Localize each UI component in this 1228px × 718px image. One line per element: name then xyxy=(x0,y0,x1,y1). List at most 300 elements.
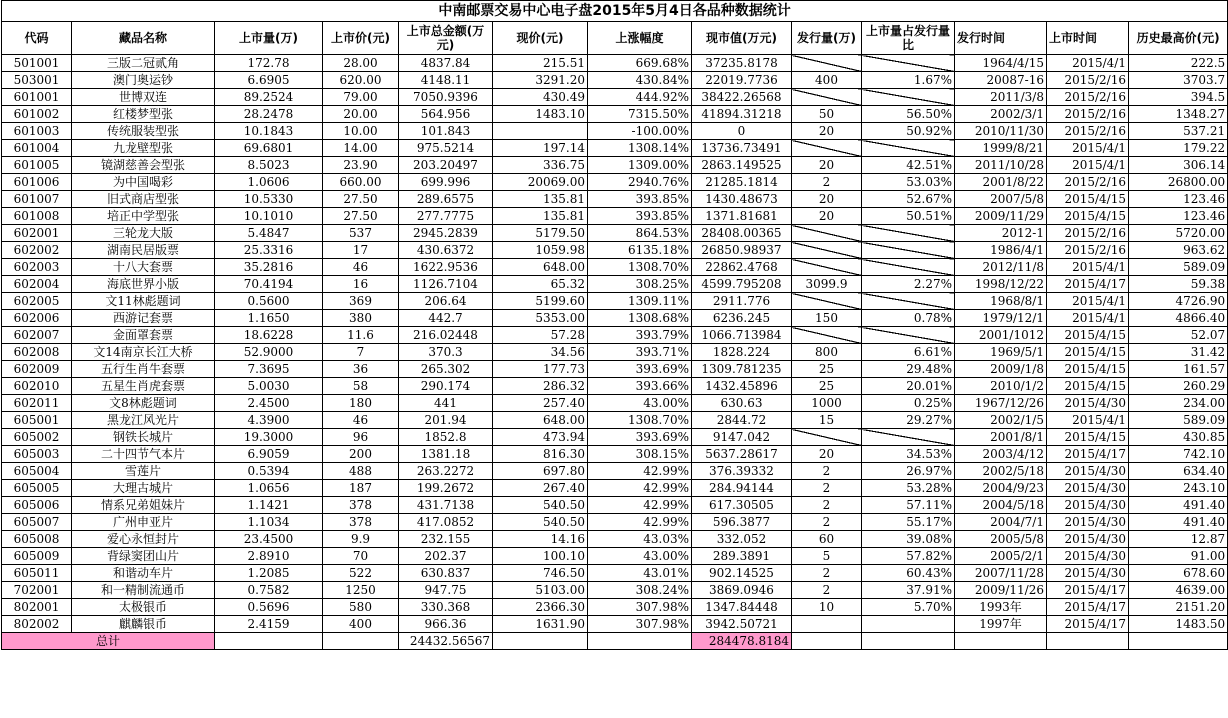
cell-ratio: 53.03% xyxy=(862,174,955,191)
cell-rise: 43.01% xyxy=(588,565,692,582)
cell-code: 602004 xyxy=(2,276,72,293)
cell-list-date: 2015/4/1 xyxy=(1047,310,1129,327)
cell-market-value: 332.052 xyxy=(692,531,792,548)
cell-listed-total: 4837.84 xyxy=(399,55,493,72)
cell-name: 麒麟银币 xyxy=(72,616,215,633)
cell-list-date: 2015/2/16 xyxy=(1047,225,1129,242)
cell-listed-price: 11.6 xyxy=(323,327,399,344)
cell-issue-date: 2007/11/28 xyxy=(955,565,1047,582)
cell-issue-qty: 60 xyxy=(792,531,862,548)
cell-listed-price: 580 xyxy=(323,599,399,616)
cell-code: 605006 xyxy=(2,497,72,514)
cell-issue-date: 1964/4/15 xyxy=(955,55,1047,72)
cell-high: 4866.40 xyxy=(1129,310,1228,327)
cell-code: 605004 xyxy=(2,463,72,480)
cell-market-value: 902.14525 xyxy=(692,565,792,582)
cell-high: 589.09 xyxy=(1129,412,1228,429)
table-row xyxy=(2,106,1228,123)
cell-issue-date: 2001/8/22 xyxy=(955,174,1047,191)
cell-current-price: 197.14 xyxy=(493,140,588,157)
col-header-rise: 上涨幅度 xyxy=(588,22,692,55)
cell-listed-qty: 5.4847 xyxy=(215,225,323,242)
cell-listed-price: 46 xyxy=(323,412,399,429)
cell-issue-qty xyxy=(792,293,862,310)
cell-ratio: 0.25% xyxy=(862,395,955,412)
cell-current-price: 5103.00 xyxy=(493,582,588,599)
cell-issue-qty: 50 xyxy=(792,106,862,123)
cell-rise: 308.15% xyxy=(588,446,692,463)
cell-listed-total: 216.02448 xyxy=(399,327,493,344)
cell-issue-date: 2007/5/8 xyxy=(955,191,1047,208)
total-row xyxy=(2,633,1228,650)
col-header-issue-date: 发行时间 xyxy=(955,22,1047,55)
cell-list-date: 2015/4/30 xyxy=(1047,497,1129,514)
cell-listed-price: 400 xyxy=(323,616,399,633)
cell-rise: 669.68% xyxy=(588,55,692,72)
cell-rise: 1308.68% xyxy=(588,310,692,327)
cell-current-price: 473.94 xyxy=(493,429,588,446)
cell-ratio: 50.51% xyxy=(862,208,955,225)
col-header-listed-qty: 上市量(万) xyxy=(215,22,323,55)
cell-code: 605007 xyxy=(2,514,72,531)
cell-issue-qty xyxy=(792,225,862,242)
cell-market-value: 5637.28617 xyxy=(692,446,792,463)
cell-high: 161.57 xyxy=(1129,361,1228,378)
cell-issue-date: 1969/5/1 xyxy=(955,344,1047,361)
cell-high: 59.38 xyxy=(1129,276,1228,293)
cell-issue-date: 2009/11/26 xyxy=(955,582,1047,599)
cell-issue-date: 2002/3/1 xyxy=(955,106,1047,123)
cell-code: 503001 xyxy=(2,72,72,89)
cell-high: 12.87 xyxy=(1129,531,1228,548)
cell-listed-qty: 18.6228 xyxy=(215,327,323,344)
cell-current-price: 697.80 xyxy=(493,463,588,480)
cell-market-value: 1430.48673 xyxy=(692,191,792,208)
cell-name: 西游记套票 xyxy=(72,310,215,327)
cell-listed-qty: 172.78 xyxy=(215,55,323,72)
cell-issue-date: 1968/8/1 xyxy=(955,293,1047,310)
cell-list-date: 2015/4/1 xyxy=(1047,412,1129,429)
cell-market-value: 2844.72 xyxy=(692,412,792,429)
cell-high: 123.46 xyxy=(1129,208,1228,225)
cell-issue-qty: 2 xyxy=(792,174,862,191)
cell-name: 海底世界小版 xyxy=(72,276,215,293)
cell-high: 1348.27 xyxy=(1129,106,1228,123)
cell-current-price: 5199.60 xyxy=(493,293,588,310)
table-row xyxy=(2,123,1228,140)
cell-list-date: 2015/4/15 xyxy=(1047,361,1129,378)
cell-list-date: 2015/4/1 xyxy=(1047,259,1129,276)
cell-listed-qty: 1.0606 xyxy=(215,174,323,191)
cell-list-date: 2015/4/30 xyxy=(1047,514,1129,531)
cell-market-value: 617.30505 xyxy=(692,497,792,514)
cell-listed-price: 380 xyxy=(323,310,399,327)
cell-ratio: 55.17% xyxy=(862,514,955,531)
cell-listed-price: 70 xyxy=(323,548,399,565)
table-row xyxy=(2,293,1228,310)
cell-name: 三轮龙大版 xyxy=(72,225,215,242)
cell-listed-total: 101.843 xyxy=(399,123,493,140)
cell-code: 702001 xyxy=(2,582,72,599)
cell-listed-price: 378 xyxy=(323,514,399,531)
cell-name: 雪莲片 xyxy=(72,463,215,480)
cell-rise: 1308.70% xyxy=(588,259,692,276)
cell-code: 605003 xyxy=(2,446,72,463)
cell-issue-qty: 20 xyxy=(792,191,862,208)
cell-listed-total: 202.37 xyxy=(399,548,493,565)
cell-issue-date: 2002/5/18 xyxy=(955,463,1047,480)
cell-high: 4639.00 xyxy=(1129,582,1228,599)
cell-list-date: 2015/2/16 xyxy=(1047,242,1129,259)
cell-high: 234.00 xyxy=(1129,395,1228,412)
cell-list-date: 2015/4/30 xyxy=(1047,395,1129,412)
cell-rise: 307.98% xyxy=(588,599,692,616)
cell-issue-date: 1993年 xyxy=(955,599,1047,616)
cell-listed-qty: 0.5696 xyxy=(215,599,323,616)
cell-name: 广州申亚片 xyxy=(72,514,215,531)
cell-listed-qty: 6.9059 xyxy=(215,446,323,463)
table-row xyxy=(2,378,1228,395)
cell-listed-qty: 2.4159 xyxy=(215,616,323,633)
cell-listed-qty: 4.3900 xyxy=(215,412,323,429)
cell-listed-total: 1126.7104 xyxy=(399,276,493,293)
cell-issue-date: 20087-16 xyxy=(955,72,1047,89)
cell-issue-date: 2012/11/8 xyxy=(955,259,1047,276)
cell-listed-total: 203.20497 xyxy=(399,157,493,174)
cell-issue-date: 1998/12/22 xyxy=(955,276,1047,293)
cell-listed-total: 1852.8 xyxy=(399,429,493,446)
table-row xyxy=(2,531,1228,548)
cell-market-value: 1066.713984 xyxy=(692,327,792,344)
cell-rise: 42.99% xyxy=(588,497,692,514)
cell-rise: 864.53% xyxy=(588,225,692,242)
cell-rise: 2940.76% xyxy=(588,174,692,191)
table-row xyxy=(2,412,1228,429)
cell-high: 306.14 xyxy=(1129,157,1228,174)
cell-listed-total: 277.7775 xyxy=(399,208,493,225)
cell-current-price: 5179.50 xyxy=(493,225,588,242)
cell-rise: 308.25% xyxy=(588,276,692,293)
cell-listed-total: 2945.2839 xyxy=(399,225,493,242)
col-header-high: 历史最高价(元) xyxy=(1129,22,1228,55)
cell-current-price: 286.32 xyxy=(493,378,588,395)
cell-issue-qty xyxy=(792,89,862,106)
cell-listed-price: 1250 xyxy=(323,582,399,599)
table-row xyxy=(2,191,1228,208)
cell-current-price: 336.75 xyxy=(493,157,588,174)
cell-code: 602001 xyxy=(2,225,72,242)
cell-current-price: 267.40 xyxy=(493,480,588,497)
cell-issue-date: 2011/10/28 xyxy=(955,157,1047,174)
cell-market-value: 38422.26568 xyxy=(692,89,792,106)
cell-high: 2151.20 xyxy=(1129,599,1228,616)
cell-current-price: 5353.00 xyxy=(493,310,588,327)
cell-listed-total: 947.75 xyxy=(399,582,493,599)
cell-rise: 1309.00% xyxy=(588,157,692,174)
cell-name: 钢铁长城片 xyxy=(72,429,215,446)
col-header-listed-total: 上市总金额(万元) xyxy=(399,22,493,55)
cell-listed-total: 441 xyxy=(399,395,493,412)
cell-ratio: 34.53% xyxy=(862,446,955,463)
cell-listed-total: 201.94 xyxy=(399,412,493,429)
cell-listed-price: 36 xyxy=(323,361,399,378)
cell-code: 601001 xyxy=(2,89,72,106)
cell-rise: 307.98% xyxy=(588,616,692,633)
cell-issue-qty: 20 xyxy=(792,208,862,225)
cell-ratio: 57.11% xyxy=(862,497,955,514)
cell-high: 260.29 xyxy=(1129,378,1228,395)
cell-issue-date: 2011/3/8 xyxy=(955,89,1047,106)
cell-ratio xyxy=(862,259,955,276)
cell-ratio: 57.82% xyxy=(862,548,955,565)
cell-high: 123.46 xyxy=(1129,191,1228,208)
table-row xyxy=(2,582,1228,599)
cell-listed-qty: 2.4500 xyxy=(215,395,323,412)
cell-code: 602006 xyxy=(2,310,72,327)
cell-name: 世博双连 xyxy=(72,89,215,106)
cell-name: 文14南京长江大桥 xyxy=(72,344,215,361)
cell-current-price: 3291.20 xyxy=(493,72,588,89)
table-row xyxy=(2,276,1228,293)
cell-issue-qty: 10 xyxy=(792,599,862,616)
cell-listed-price: 7 xyxy=(323,344,399,361)
cell-issue-qty: 150 xyxy=(792,310,862,327)
table-row xyxy=(2,616,1228,633)
cell-code: 602011 xyxy=(2,395,72,412)
cell-rise: 1308.14% xyxy=(588,140,692,157)
cell-name: 五行生肖牛套票 xyxy=(72,361,215,378)
cell-code: 605009 xyxy=(2,548,72,565)
cell-listed-qty: 35.2816 xyxy=(215,259,323,276)
cell-issue-date: 2004/9/23 xyxy=(955,480,1047,497)
cell-issue-qty xyxy=(792,616,862,633)
cell-code: 601003 xyxy=(2,123,72,140)
cell-high: 1483.50 xyxy=(1129,616,1228,633)
table-row xyxy=(2,327,1228,344)
total-listed-amount: 24432.56567 xyxy=(399,633,493,650)
cell-current-price: 34.56 xyxy=(493,344,588,361)
cell-listed-qty: 0.5394 xyxy=(215,463,323,480)
total-empty-cell xyxy=(792,633,862,650)
cell-listed-total: 206.64 xyxy=(399,293,493,310)
cell-name: 镜湖慈善会型张 xyxy=(72,157,215,174)
cell-listed-total: 699.996 xyxy=(399,174,493,191)
cell-issue-date: 2004/5/18 xyxy=(955,497,1047,514)
cell-listed-price: 10.00 xyxy=(323,123,399,140)
cell-issue-date: 1979/12/1 xyxy=(955,310,1047,327)
table-row xyxy=(2,429,1228,446)
cell-market-value: 3942.50721 xyxy=(692,616,792,633)
cell-code: 601006 xyxy=(2,174,72,191)
cell-listed-total: 430.6372 xyxy=(399,242,493,259)
cell-market-value: 22019.7736 xyxy=(692,72,792,89)
cell-listed-qty: 10.1010 xyxy=(215,208,323,225)
cell-current-price xyxy=(493,123,588,140)
cell-issue-qty: 800 xyxy=(792,344,862,361)
cell-ratio: 2.27% xyxy=(862,276,955,293)
cell-listed-total: 431.7138 xyxy=(399,497,493,514)
cell-listed-total: 232.155 xyxy=(399,531,493,548)
cell-issue-qty: 15 xyxy=(792,412,862,429)
cell-code: 602010 xyxy=(2,378,72,395)
table-body xyxy=(2,55,1228,633)
table-row xyxy=(2,174,1228,191)
cell-list-date: 2015/4/17 xyxy=(1047,616,1129,633)
cell-list-date: 2015/4/15 xyxy=(1047,378,1129,395)
cell-high: 634.40 xyxy=(1129,463,1228,480)
cell-rise: 393.69% xyxy=(588,429,692,446)
cell-ratio: 0.78% xyxy=(862,310,955,327)
sheet-title: 中南邮票交易中心电子盘2015年5月4日各品种数据统计 xyxy=(2,1,1228,22)
cell-ratio: 29.27% xyxy=(862,412,955,429)
cell-name: 十八大套票 xyxy=(72,259,215,276)
cell-listed-qty: 70.4194 xyxy=(215,276,323,293)
cell-listed-total: 564.956 xyxy=(399,106,493,123)
table-row xyxy=(2,225,1228,242)
cell-list-date: 2015/4/30 xyxy=(1047,531,1129,548)
cell-rise: 393.85% xyxy=(588,208,692,225)
cell-name: 湖南民居版票 xyxy=(72,242,215,259)
cell-listed-price: 200 xyxy=(323,446,399,463)
cell-code: 601002 xyxy=(2,106,72,123)
header-row xyxy=(2,22,1228,55)
cell-listed-qty: 5.0030 xyxy=(215,378,323,395)
cell-high: 491.40 xyxy=(1129,497,1228,514)
cell-issue-qty: 25 xyxy=(792,361,862,378)
cell-issue-qty: 2 xyxy=(792,582,862,599)
cell-issue-qty: 20 xyxy=(792,123,862,140)
cell-code: 602005 xyxy=(2,293,72,310)
cell-listed-price: 16 xyxy=(323,276,399,293)
cell-listed-qty: 8.5023 xyxy=(215,157,323,174)
col-header-current-price: 现价(元) xyxy=(493,22,588,55)
total-empty-cell xyxy=(588,633,692,650)
cell-issue-qty: 400 xyxy=(792,72,862,89)
cell-rise: 393.69% xyxy=(588,361,692,378)
cell-high: 26800.00 xyxy=(1129,174,1228,191)
cell-rise: -100.00% xyxy=(588,123,692,140)
total-empty-cell xyxy=(1129,633,1228,650)
cell-name: 大理古城片 xyxy=(72,480,215,497)
cell-current-price: 648.00 xyxy=(493,412,588,429)
cell-listed-qty: 25.3316 xyxy=(215,242,323,259)
cell-listed-price: 369 xyxy=(323,293,399,310)
cell-high: 678.60 xyxy=(1129,565,1228,582)
cell-listed-total: 1622.9536 xyxy=(399,259,493,276)
cell-rise: 42.99% xyxy=(588,463,692,480)
cell-current-price: 1631.90 xyxy=(493,616,588,633)
cell-listed-price: 20.00 xyxy=(323,106,399,123)
cell-ratio xyxy=(862,140,955,157)
cell-name: 五星生肖虎套票 xyxy=(72,378,215,395)
cell-listed-qty: 1.1421 xyxy=(215,497,323,514)
cell-code: 601008 xyxy=(2,208,72,225)
cell-code: 601007 xyxy=(2,191,72,208)
cell-listed-total: 630.837 xyxy=(399,565,493,582)
cell-issue-qty: 2 xyxy=(792,514,862,531)
cell-code: 605011 xyxy=(2,565,72,582)
cell-high: 394.5 xyxy=(1129,89,1228,106)
cell-rise: 1308.70% xyxy=(588,412,692,429)
cell-listed-total: 4148.11 xyxy=(399,72,493,89)
total-empty-cell xyxy=(493,633,588,650)
cell-rise: 393.66% xyxy=(588,378,692,395)
table-row xyxy=(2,259,1228,276)
cell-listed-qty: 6.6905 xyxy=(215,72,323,89)
cell-code: 605008 xyxy=(2,531,72,548)
cell-issue-qty: 2 xyxy=(792,565,862,582)
cell-ratio xyxy=(862,242,955,259)
cell-listed-qty: 69.6801 xyxy=(215,140,323,157)
cell-market-value: 2863.149525 xyxy=(692,157,792,174)
cell-listed-price: 27.50 xyxy=(323,208,399,225)
cell-listed-total: 7050.9396 xyxy=(399,89,493,106)
cell-name: 黑龙江风光片 xyxy=(72,412,215,429)
cell-listed-qty: 52.9000 xyxy=(215,344,323,361)
cell-issue-date: 2010/11/30 xyxy=(955,123,1047,140)
cell-listed-total: 330.368 xyxy=(399,599,493,616)
table-row xyxy=(2,395,1228,412)
cell-code: 602002 xyxy=(2,242,72,259)
table-row xyxy=(2,497,1228,514)
cell-current-price: 135.81 xyxy=(493,208,588,225)
cell-list-date: 2015/2/16 xyxy=(1047,72,1129,89)
cell-listed-total: 289.6575 xyxy=(399,191,493,208)
cell-market-value: 596.3877 xyxy=(692,514,792,531)
table-row xyxy=(2,361,1228,378)
cell-current-price: 540.50 xyxy=(493,514,588,531)
cell-ratio: 26.97% xyxy=(862,463,955,480)
cell-high: 243.10 xyxy=(1129,480,1228,497)
cell-rise: 308.24% xyxy=(588,582,692,599)
cell-listed-price: 96 xyxy=(323,429,399,446)
cell-issue-date: 2001/8/1 xyxy=(955,429,1047,446)
cell-ratio: 20.01% xyxy=(862,378,955,395)
cell-issue-date: 1999/8/21 xyxy=(955,140,1047,157)
cell-market-value: 2911.776 xyxy=(692,293,792,310)
cell-code: 602008 xyxy=(2,344,72,361)
cell-list-date: 2015/4/17 xyxy=(1047,276,1129,293)
cell-current-price: 177.73 xyxy=(493,361,588,378)
cell-code: 605005 xyxy=(2,480,72,497)
table-row xyxy=(2,344,1228,361)
cell-market-value: 3869.0946 xyxy=(692,582,792,599)
cell-issue-date: 2005/5/8 xyxy=(955,531,1047,548)
cell-listed-qty: 19.3000 xyxy=(215,429,323,446)
cell-list-date: 2015/2/16 xyxy=(1047,174,1129,191)
cell-market-value: 37235.8178 xyxy=(692,55,792,72)
cell-issue-date: 1967/12/26 xyxy=(955,395,1047,412)
cell-listed-qty: 0.5600 xyxy=(215,293,323,310)
cell-market-value: 6236.245 xyxy=(692,310,792,327)
cell-ratio xyxy=(862,616,955,633)
cell-name: 和一精制流通币 xyxy=(72,582,215,599)
cell-market-value: 284.94144 xyxy=(692,480,792,497)
cell-ratio xyxy=(862,225,955,242)
cell-listed-qty: 28.2478 xyxy=(215,106,323,123)
cell-listed-price: 14.00 xyxy=(323,140,399,157)
cell-listed-total: 265.302 xyxy=(399,361,493,378)
cell-ratio: 39.08% xyxy=(862,531,955,548)
cell-rise: 393.79% xyxy=(588,327,692,344)
cell-listed-qty: 2.8910 xyxy=(215,548,323,565)
table-row xyxy=(2,89,1228,106)
total-empty-cell xyxy=(955,633,1047,650)
cell-list-date: 2015/4/15 xyxy=(1047,191,1129,208)
cell-market-value: 630.63 xyxy=(692,395,792,412)
cell-ratio: 42.51% xyxy=(862,157,955,174)
stats-table xyxy=(1,0,1228,650)
